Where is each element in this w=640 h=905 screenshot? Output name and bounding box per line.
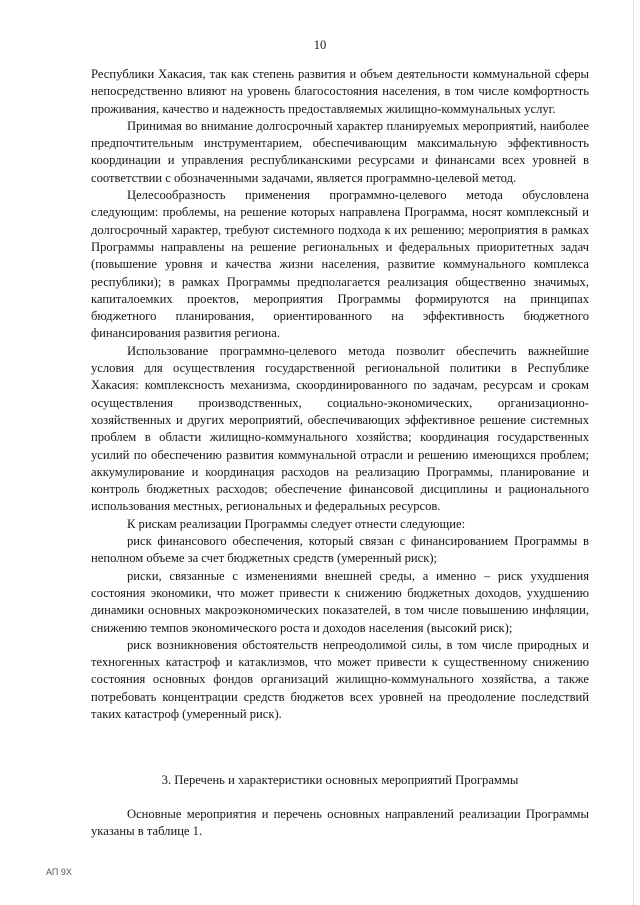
paragraph-method-benefits: Использование программно-целевого метода позволит обеспечить важнейшие условия для осуществления государственной региональной политики в Республике Хакасия: комплексность механизма, скоординированного по задачам, ресурсам и срокам осуществления производственных, социально-экономических, организационно-хозяйственных и других мероприятий, обеспечивающих эффективное решение системных проблем в области жилищно-коммунального хозяйства; координация государственных усилий по обеспечению развития коммунальной отрасли и решению имеющихся проблем; аккумулирование и координация расходов на реализацию Программы, планирование и контроль бюджетных расходов; обеспечение финансовой дисциплины и рационального использования местных, региональных и федеральных ресурсов.	[91, 343, 589, 514]
paragraph-risks-intro: К рискам реализации Программы следует отнести следующие:	[127, 516, 466, 531]
paragraph-risk-external: риски, связанные с изменениями внешней среды, а именно – риск ухудшения состояния экономики, что может привести к снижению бюджетных доходов, ухудшению динамики основных макроэкономических показателей, в том числе повышению инфляции, снижению темпов экономического роста и доходов населения (высокий риск);	[91, 568, 589, 635]
paragraph-continuation: Республики Хакасия, так как степень развития и объем деятельности коммунальной сферы непосредственно влияют на уровень благосостояния населения, в том числе комфортность проживания, качество и надежность предоставляемых жилищно-коммунальных услуг.	[91, 67, 589, 116]
page-edge-line	[633, 0, 634, 905]
body-text	[91, 66, 589, 723]
section-heading: 3. Перечень и характеристики основных мероприятий Программы	[161, 773, 519, 787]
page-number: 10	[313, 38, 327, 52]
paragraph-method-feasibility: Целесообразность применения программно-целевого метода обусловлена следующим: проблемы, на решение которых направлена Программа, носят комплексный и долгосрочный характер, требуют системного подхода к их решению; мероприятия в рамках Программы направлены на решение региональных и федеральных приоритетных задач (повышение уровня и качества жизни населения, развитие коммунального комплекса республики); в рамках Программы предполагается реализация общественно значимых, капиталоемких проектов, мероприятия Программы формируются на принципах бюджетного планирования, ориентированного на эффективность бюджетного финансирования развития региона.	[91, 188, 589, 341]
paragraph-risk-financial: риск финансового обеспечения, который связан с финансированием Программы в неполном объеме за счет бюджетных средств (умеренный риск);	[91, 534, 589, 566]
paragraph-risk-force-majeure: риск возникновения обстоятельств непреодолимой силы, в том числе природных и техногенных катастроф и катаклизмов, что может привести к существенному снижению состояния основных фондов организаций жилищно-коммунального хозяйства, а также потребовать концентрации средств бюджетов всех уровней на преодоление последствий таких катастроф (умеренный риск).	[91, 637, 589, 721]
paragraph-method-rationale: Принимая во внимание долгосрочный характер планируемых мероприятий, наиболее предпочтительным инструментарием, обеспечивающим максимальную эффективность координации и управления республиканскими ресурсами и финансами всех уровней в соответствии с обозначенными задачами, является программно-целевой метод.	[91, 118, 589, 185]
footer-mark: АП 9Х	[46, 867, 72, 877]
paragraph-table-reference: Основные мероприятия и перечень основных направлений реализации Программы указаны в таблице 1.	[91, 807, 589, 839]
closing-text	[91, 806, 589, 841]
